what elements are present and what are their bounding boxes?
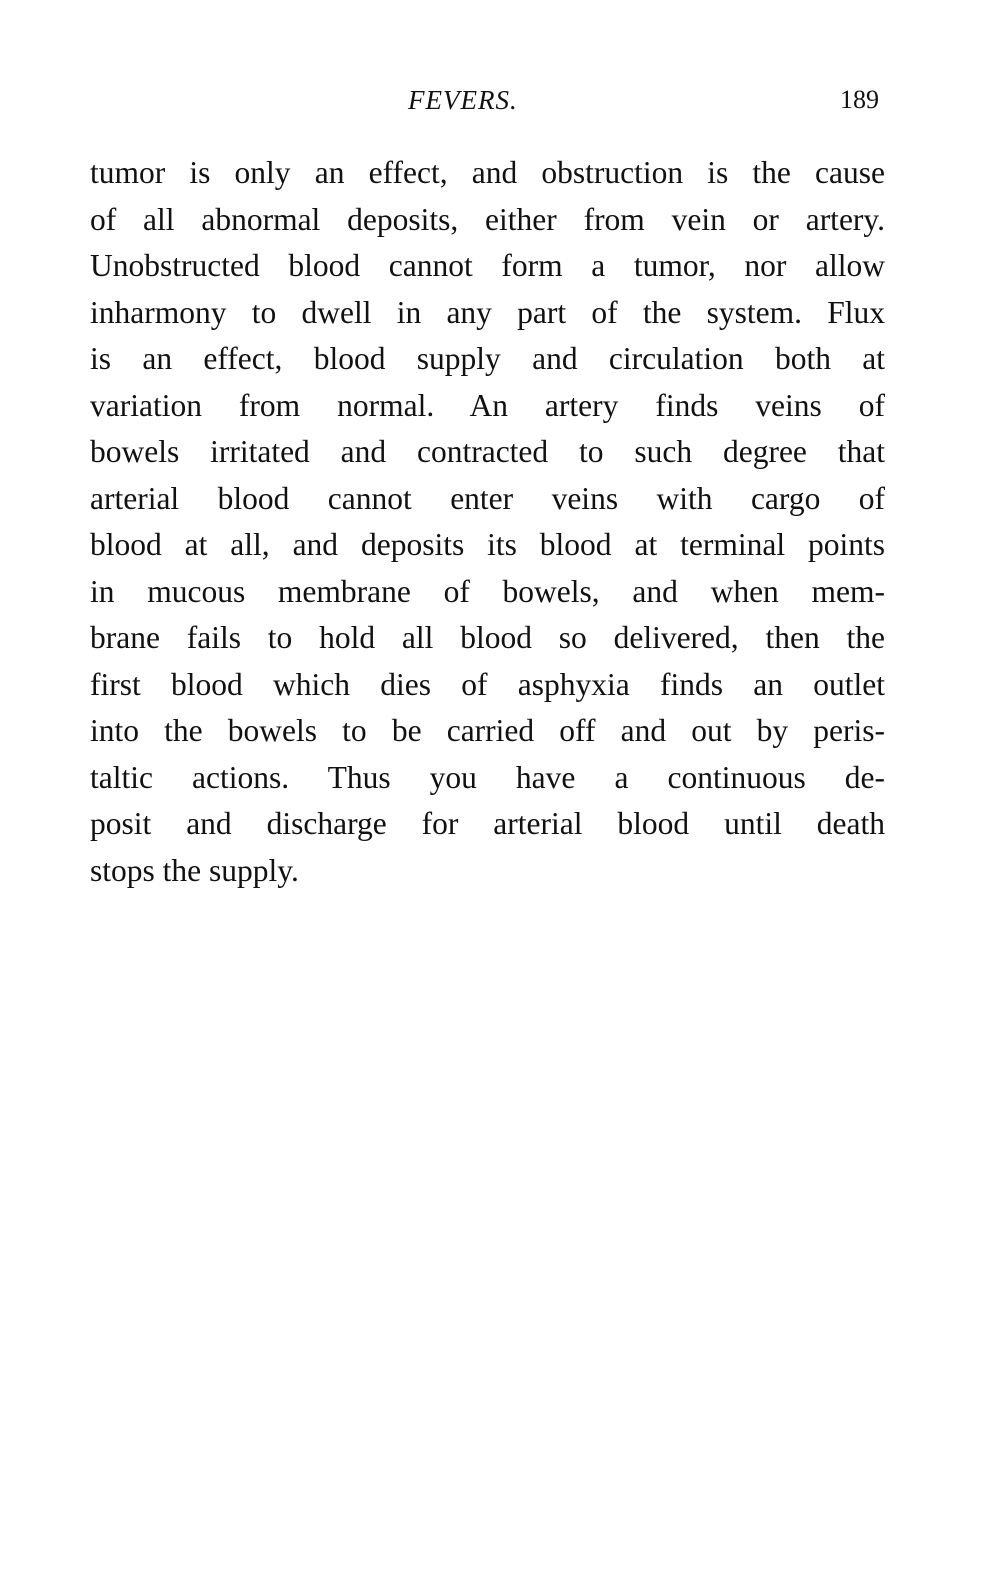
text-line-last: stops the supply. [90, 852, 299, 888]
body-paragraph [90, 150, 885, 894]
text-line: bowels irritated and contracted to such degree that [90, 434, 885, 469]
running-title: FEVERS. [408, 85, 518, 115]
text-line: first blood which dies of asphyxia finds an outlet [90, 666, 885, 702]
text-line: blood at all, and deposits its blood at terminal points [90, 527, 885, 562]
running-head [0, 80, 1000, 120]
text-line: posit and discharge for arterial blood until death [90, 806, 885, 841]
text-line: arterial blood cannot enter veins with cargo of [90, 480, 885, 516]
text-line: in mucous membrane of bowels, and when mem- [90, 573, 885, 609]
text-line: tumor is only an effect, and obstruction is the cause [90, 155, 885, 190]
text-line: into the bowels to be carried off and out by peris- [90, 713, 885, 748]
text-line: of all abnormal deposits, either from vein or artery. [90, 201, 885, 237]
text-line: variation from normal. An artery finds veins of [90, 387, 885, 423]
text-line: taltic actions. Thus you have a continuous de- [90, 759, 885, 795]
page-number: 189 [840, 85, 879, 114]
text-line: brane fails to hold all blood so delivered, then the [90, 620, 885, 655]
text-line: is an effect, blood supply and circulation both at [90, 341, 885, 376]
text-line: inharmony to dwell in any part of the system. Flux [90, 294, 885, 330]
text-line: Unobstructed blood cannot form a tumor, nor allow [90, 248, 885, 283]
